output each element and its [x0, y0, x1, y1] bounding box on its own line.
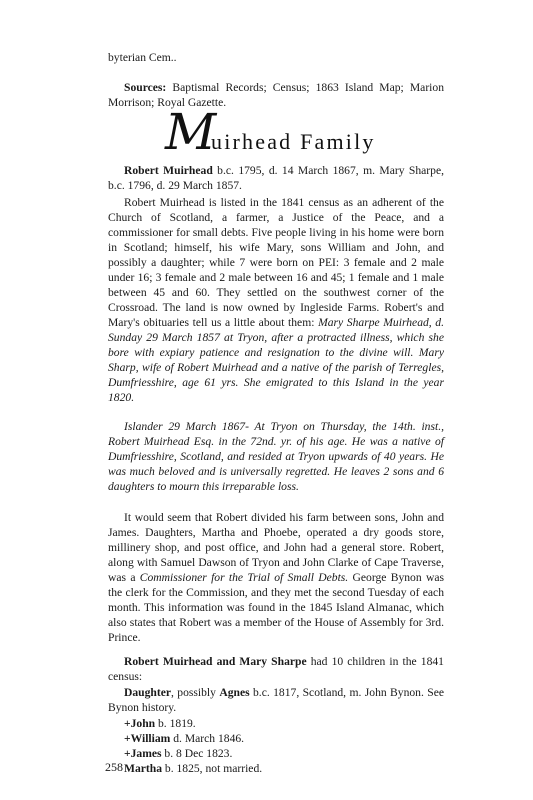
sources-paragraph [108, 80, 444, 110]
child-detail: d. March 1846. [170, 732, 245, 745]
farm-text-2: George Bynon was the clerk for the Commission, and they met the second Tuesday of each month. This information was found in the 1845 Island Almanac, which also states that Robert was a member of the House of Assembly for 3rd. Prince. [108, 571, 444, 644]
daughter-label: Daughter [124, 686, 172, 699]
child-name: +James [124, 747, 162, 760]
robert-dates: b.c. 1795, d. 14 March 1867, m. Mary Sharpe, b.c. 1796, d. 29 March 1857. [108, 164, 445, 192]
paragraph-islander [108, 419, 444, 494]
child-detail: b. 8 Dec 1823. [161, 747, 233, 760]
title-rest: uirhead Family [211, 129, 376, 154]
title-initial: M [165, 103, 217, 161]
parents-names: Robert Muirhead and Mary Sharpe [124, 655, 307, 668]
child-name: Martha [124, 762, 162, 775]
children-intro-text: had 10 children in the 1841 census: [108, 655, 444, 683]
child-name: +John [124, 717, 156, 730]
paragraph-children-intro [108, 654, 444, 684]
list-item [124, 731, 244, 746]
sources-text: Baptismal Records; Census; 1863 Island Map; Marion Morrison; Royal Gazette. [108, 81, 444, 109]
agnes-name: Agnes [219, 686, 250, 699]
paragraph-farm [108, 510, 444, 645]
paragraph-census [108, 195, 444, 405]
mary-obituary: Mary Sharpe Muirhead, d. Sunday 29 March 1857 at Tryon, after a protracted illness, which she bore with expiary patience and resignation to the divine will. Mary Sharp, wife of Robert Muirhead and a native of the parish of Terregles, Dumfriesshire, age 61 yrs. She emigrated to this Island in the year 1820. [108, 316, 445, 404]
paragraph-robert-intro [108, 163, 444, 193]
census-text: Robert Muirhead is listed in the 1841 census as an adherent of the Church of Scotland, a farmer, a Justice of the Peace, and a commissioner for small debts. Five people living in his home were born in Scotland; himself, his wife Mary, sons William and John, and possibly a daughter; while 7 were born on PEI: 3 female and 2 male under 16; 3 female and 2 male between 16 and 45; 1 female and 1 male between 45 and 60. They settled on the southwest corner of the Crossroad. The land is now owned by Ingleside Farms. Robert's and Mary's obituaries tell us a little about them: [108, 196, 444, 329]
list-item [124, 746, 232, 761]
child-detail: b. 1819. [155, 717, 196, 730]
robert-obituary: Islander 29 March 1867- At Tryon on Thursday, the 14th. inst., Robert Muirhead Esq. in the 72nd. yr. of his age. He was a native of Dumfriesshire, Scotland, and resided at Tryon upwards of 40 years. He was much beloved and is universally regretted. He leaves 2 sons and 6 daughters to mourn this irreparable loss. [108, 420, 444, 493]
page-number: 258 [105, 760, 123, 774]
farm-text-1: It would seem that Robert divided his farm between sons, John and James. Daughters, Martha and Phoebe, operated a dry goods store, millinery shop, and post office, and John had a general store. Robert, along with Samuel Dawson of Tryon and John Clarke of Cape Traverse, was a [108, 511, 444, 584]
child-name: +William [124, 732, 171, 745]
daughter-text-1: , possibly [171, 686, 220, 699]
commissioner-italic: Commissioner for the Trial of Small Debts. [139, 571, 349, 584]
sources-label: Sources: [124, 81, 167, 94]
section-title [165, 103, 445, 163]
paragraph-daughter [108, 685, 444, 715]
list-item [124, 716, 196, 731]
child-detail: b. 1825, not married. [162, 762, 263, 775]
daughter-text-2: b.c. 1817, Scotland, m. John Bynon. See Bynon history. [108, 686, 444, 714]
continued-text: byterian Cem.. [108, 51, 177, 64]
list-item [124, 761, 262, 776]
robert-name: Robert Muirhead [124, 164, 213, 177]
continued-line [108, 50, 444, 65]
